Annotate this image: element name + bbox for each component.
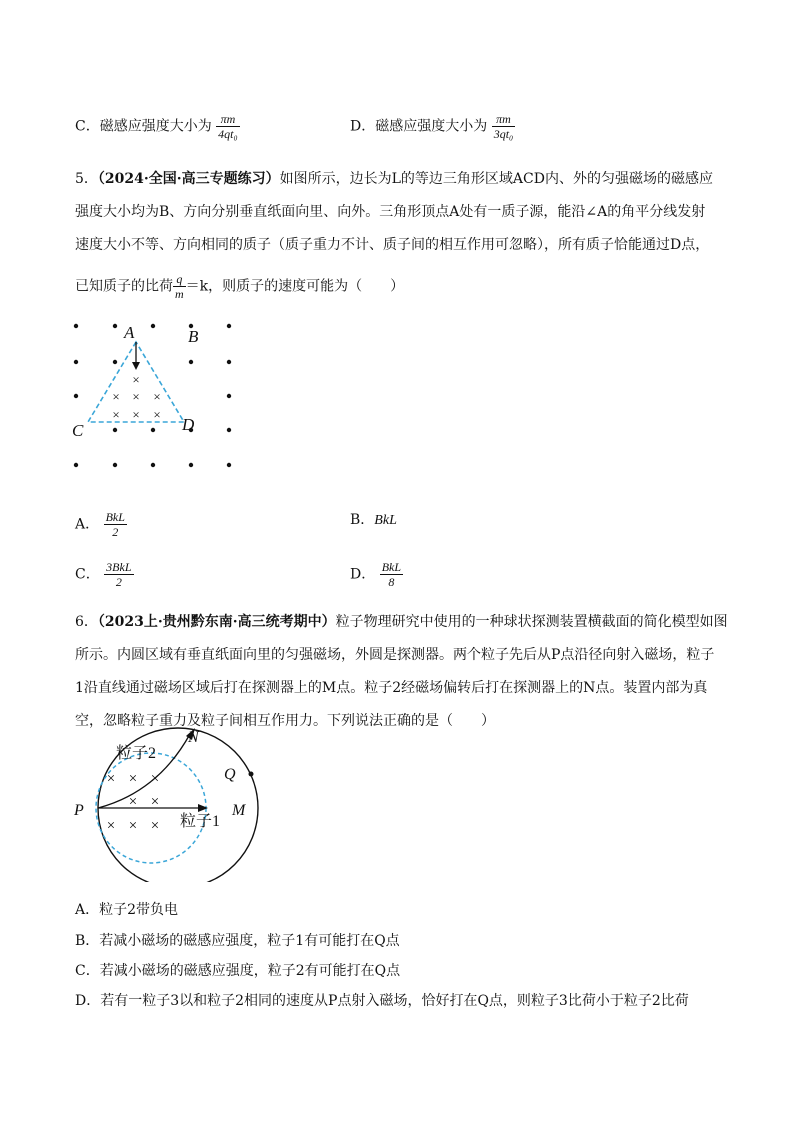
q4-option-d: D．磁感应强度大小为 $\frac{\pi m}{\text{3qt₀}}$ [350, 112, 514, 141]
q6-label-particle1: 粒子1 [180, 813, 221, 830]
svg-text:×: × [128, 818, 138, 834]
q6-figure [68, 722, 268, 882]
q6-option-a[interactable]: A．粒子2带负电 [75, 902, 179, 918]
svg-text:×: × [128, 771, 138, 787]
svg-text:×: × [128, 794, 138, 810]
svg-text:×: × [132, 407, 140, 422]
q6-line2: 所示。内圆区域有垂直纸面向里的匀强磁场，外圆是探测器。两个粒子先后从P点沿径向射入磁场，粒子 [75, 647, 715, 663]
q5-option-c-fraction: $\frac{\text{3BkL}}{2}$ [106, 560, 132, 589]
q5-line3: 速度大小不等、方向相同的质子（质子重力不计、质子间的相互作用可忽略），所有质子恰能通过D点， [75, 237, 710, 253]
q5-source: （2024·全国·高三专题练习） [97, 171, 280, 187]
q6-label-m: M [232, 802, 246, 819]
q5-line1: 5．（2024·全国·高三专题练习）如图所示，边长为L的等边三角形区域ACD内、外的匀强磁场的磁感应 [75, 171, 713, 187]
q4-option-d-fraction: $\frac{\pi m}{\text{3qt₀}}$ [493, 112, 514, 141]
q5-option-d[interactable]: D． $\frac{\text{BkL}}{8}$ [350, 560, 402, 589]
q5-label-a: A [124, 323, 135, 342]
q5-line2: 强度大小均为B、方向分别垂直纸面向里、向外。三角形顶点A处有一质子源，能沿∠A的角平分线发射 [75, 204, 706, 220]
q5-label-c: C [72, 421, 84, 440]
svg-text:×: × [150, 818, 160, 834]
svg-text:×: × [150, 771, 160, 787]
q5-option-b[interactable]: B．BkL [350, 512, 397, 528]
q4-option-c-fraction: $\frac{\pi m}{\text{4qt₀}}$ [218, 112, 238, 141]
q6-option-c[interactable]: C．若减小磁场的磁感应强度，粒子2有可能打在Q点 [75, 963, 401, 979]
q5-option-a-fraction: $\frac{\text{BkL}}{2}$ [105, 510, 125, 539]
svg-text:×: × [153, 407, 161, 422]
q6-label-particle2: 粒子2 [116, 745, 157, 762]
svg-text:×: × [106, 818, 116, 834]
svg-text:×: × [132, 389, 140, 404]
q6-line1: 6．（2023上·贵州黔东南·高三统考期中）粒子物理研究中使用的一种球状探测装置横截面的简化模型如图 [75, 614, 728, 630]
q6-option-d[interactable]: D．若有一粒子3以和粒子2相同的速度从P点射入磁场，恰好打在Q点，则粒子3比荷小于粒子2比荷 [75, 993, 689, 1009]
q6-label-n: N [188, 729, 199, 746]
svg-text:×: × [132, 372, 140, 387]
q5-ratio-fraction: $\frac{q}{m}$ [175, 272, 184, 301]
q6-line3: 1沿直线通过磁场区域后打在探测器上的M点。粒子2经磁场偏转后打在探测器上的N点。装置内部为真 [75, 680, 708, 696]
q6-line4: 空，忽略粒子重力及粒子间相互作用力。下列说法正确的是（ ） [75, 713, 495, 729]
q6-label-q: Q [224, 766, 236, 783]
q6-point-q [249, 772, 254, 777]
svg-text:×: × [112, 389, 120, 404]
q6-label-p: P [74, 802, 84, 819]
q6-option-b[interactable]: B．若减小磁场的磁感应强度，粒子1有可能打在Q点 [75, 933, 400, 949]
svg-text:×: × [153, 389, 161, 404]
svg-text:×: × [106, 771, 116, 787]
q5-label-b: B [188, 327, 199, 346]
q4-option-c: C．磁感应强度大小为 $\frac{\pi m}{\text{4qt₀}}$ [75, 112, 238, 141]
svg-text:×: × [112, 407, 120, 422]
q6-source: （2023上·贵州黔东南·高三统考期中） [97, 614, 336, 630]
q5-field-crosses [112, 372, 160, 422]
q5-option-a[interactable]: A． $\frac{\text{BkL}}{2}$ [75, 510, 125, 539]
q5-label-d: D [182, 415, 195, 434]
svg-text:×: × [150, 794, 160, 810]
q5-arrow-head [132, 362, 140, 370]
q5-line4: 已知质子的比荷 $\frac{q}{m}$ ＝k，则质子的速度可能为（ ） [75, 272, 405, 301]
q5-option-d-fraction: $\frac{\text{BkL}}{8}$ [381, 560, 402, 589]
q5-figure [60, 312, 260, 482]
q5-option-c[interactable]: C． $\frac{\text{3BkL}}{2}$ [75, 560, 132, 589]
